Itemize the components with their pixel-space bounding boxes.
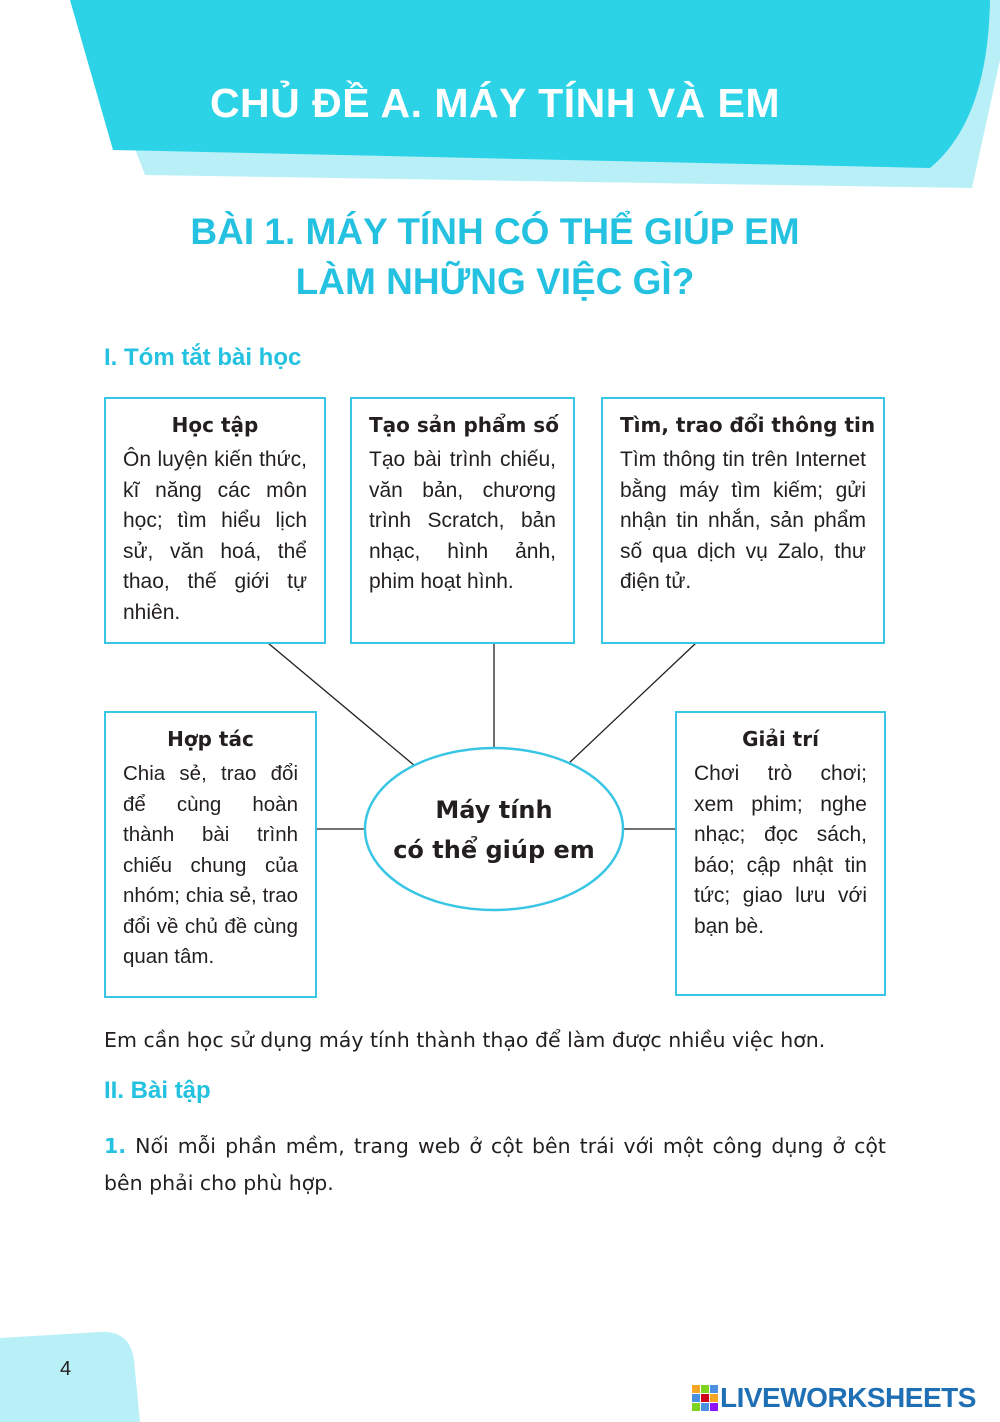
lesson-title-line-1: BÀI 1. MÁY TÍNH CÓ THỂ GIÚP EM — [190, 211, 800, 252]
box-tao-san-pham-so — [350, 397, 575, 644]
box-title: Giải trí — [742, 727, 819, 751]
center-label-line-2: có thể giúp em — [393, 836, 595, 864]
exercise-item — [104, 1128, 886, 1202]
box-text: Chia sẻ, trao đổi để cùng hoàn thành bài trình chiếu chung của nhóm; chia sẻ, trao đổi về chủ đề cùng quan tâm. — [123, 762, 298, 968]
center-label-line-1: Máy tính — [435, 796, 553, 824]
summary-conclusion: Em cần học sử dụng máy tính thành thạo để làm được nhiều việc hơn. — [104, 1028, 826, 1052]
exercise-number: 1. — [104, 1134, 127, 1158]
watermark — [692, 1381, 976, 1415]
box-title: Hợp tác — [167, 727, 254, 751]
exercises-heading: II. Bài tập — [104, 1077, 211, 1104]
summary-heading: I. Tóm tắt bài học — [104, 344, 302, 371]
box-text: Tạo bài trình chiếu, văn bản, chương trình Scratch, bản nhạc, hình ảnh, phim hoạt hình. — [369, 448, 556, 593]
box-text: Chơi trò chơi; xem phim; nghe nhạc; đọc sách, báo; cập nhật tin tức; giao lưu với bạn bè. — [694, 762, 867, 938]
box-title: Tìm, trao đổi thông tin — [620, 413, 876, 437]
box-giai-tri — [675, 711, 886, 996]
watermark-text: LIVEWORKSHEETS — [720, 1382, 976, 1413]
box-hop-tac — [104, 711, 317, 998]
liveworksheets-logo-icon — [692, 1385, 718, 1411]
box-tim-trao-doi-thong-tin — [601, 397, 885, 644]
exercise-text: Nối mỗi phần mềm, trang web ở cột bên trái với một công dụng ở cột bên phải cho phù hợp. — [104, 1134, 886, 1195]
box-title: Tạo sản phẩm số — [369, 413, 559, 437]
page-number: 4 — [60, 1358, 72, 1380]
box-text: Tìm thông tin trên Internet bằng máy tìm kiếm; gửi nhận tin nhắn, sản phẩm số qua dịch vụ Zalo, thư điện tử. — [620, 448, 866, 593]
box-title: Học tập — [171, 413, 259, 437]
topic-title: CHỦ ĐỀ A. MÁY TÍNH VÀ EM — [209, 80, 781, 126]
box-hoc-tap — [104, 397, 326, 644]
center-label — [370, 790, 618, 870]
box-text: Ôn luyện kiến thức, kĩ năng các môn học; tìm hiểu lịch sử, văn hoá, thể thao, thế giới tự nhiên. — [123, 448, 307, 624]
lesson-title-line-2: LÀM NHỮNG VIỆC GÌ? — [295, 261, 695, 302]
